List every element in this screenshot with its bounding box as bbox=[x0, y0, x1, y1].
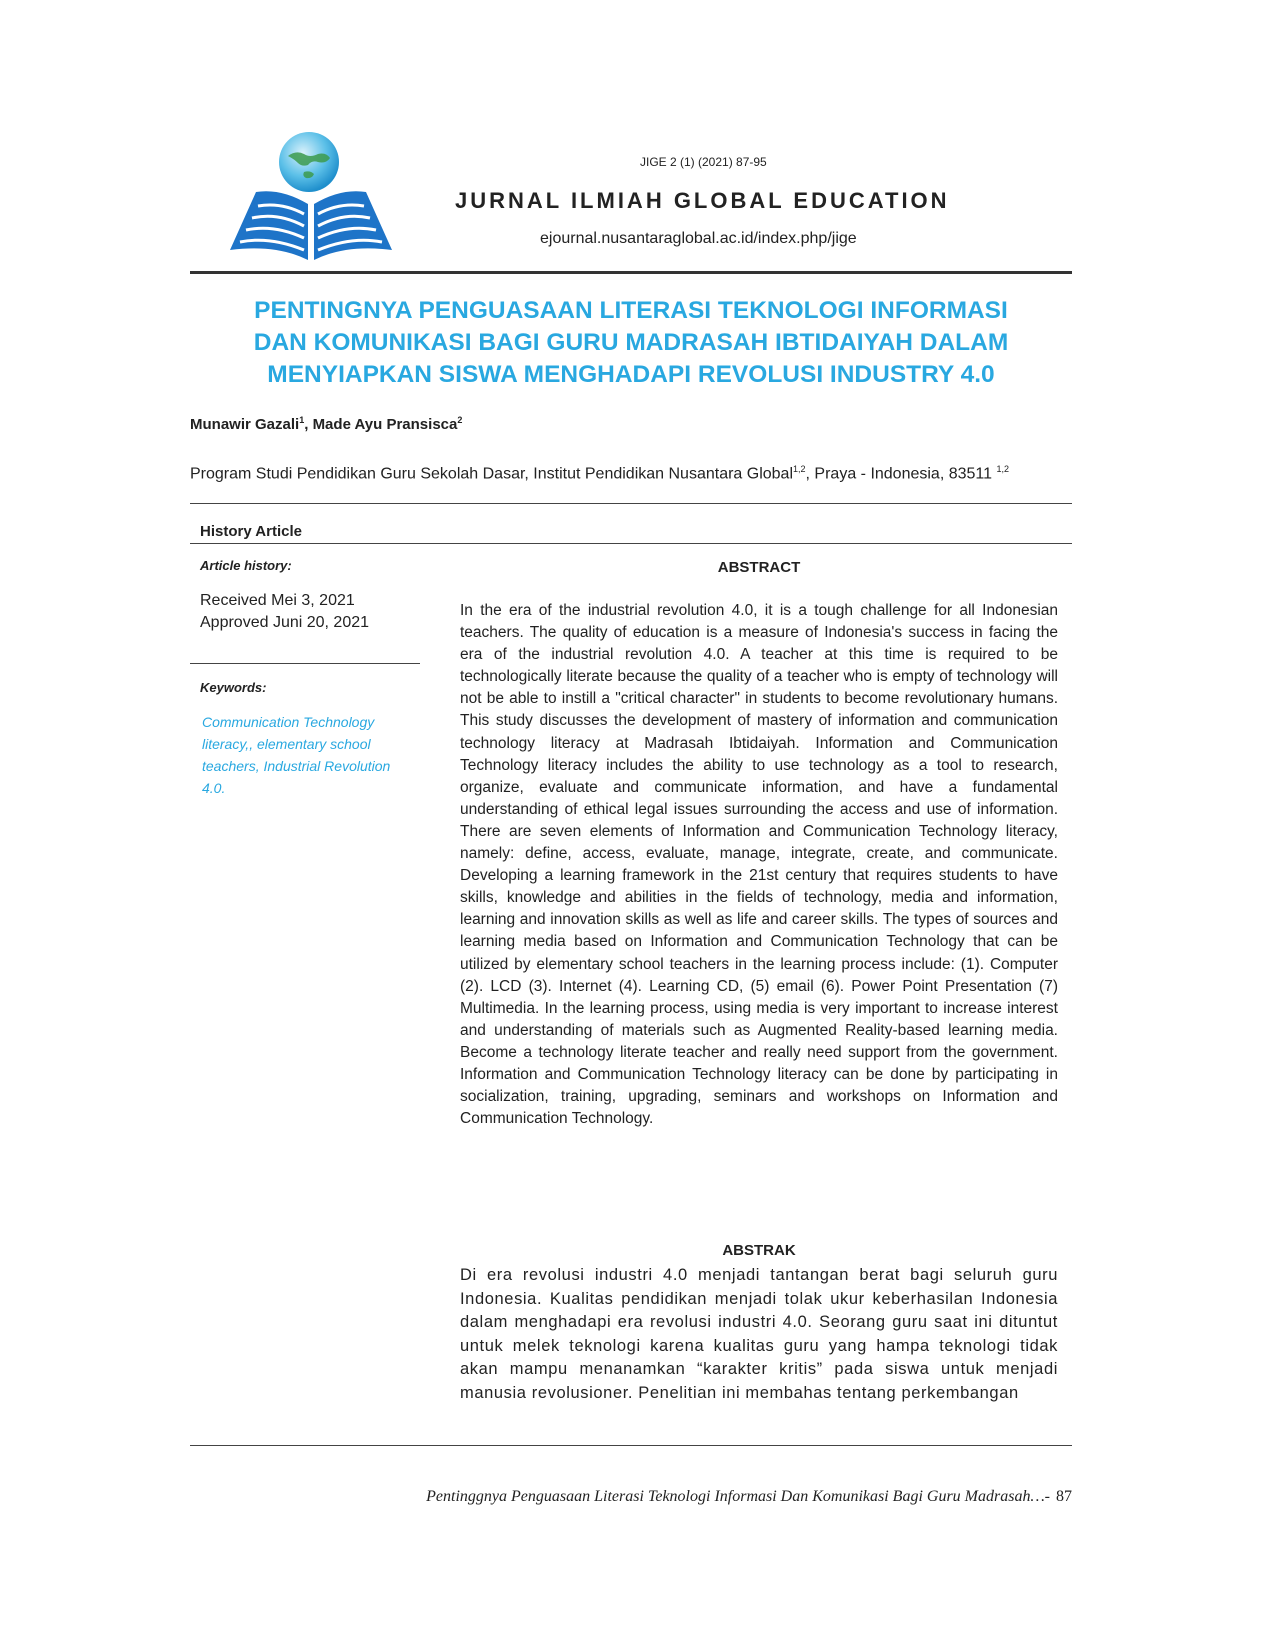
author-separator: , bbox=[304, 416, 313, 433]
running-title: Pentinggnya Penguasaan Literasi Teknologi Informasi Dan Komunikasi Bagi Guru Madrasah…- bbox=[426, 1488, 1050, 1505]
author-name: Munawir Gazali bbox=[190, 416, 300, 433]
paper-title bbox=[190, 295, 1072, 391]
affiliation-text: Program Studi Pendidikan Guru Sekolah Dasar, Institut Pendidikan Nusantara Global bbox=[190, 465, 794, 483]
author-affiliation-mark: 2 bbox=[457, 415, 463, 425]
history-article-heading: History Article bbox=[200, 523, 302, 540]
paper-title-line-3: MENYIAPKAN SISWA MENGHADAPI REVOLUSI INDUSTRY 4.0 bbox=[267, 361, 995, 388]
affiliation bbox=[190, 458, 1072, 485]
author-name: Made Ayu Pransisca bbox=[312, 416, 458, 433]
received-date: Received Mei 3, 2021 bbox=[200, 592, 355, 609]
page-number: 87 bbox=[1056, 1488, 1072, 1505]
article-history-label: Article history: bbox=[200, 558, 292, 573]
article-dates bbox=[200, 590, 369, 634]
abstrak-heading: ABSTRAK bbox=[722, 1242, 796, 1259]
abstrak-body: Di era revolusi industri 4.0 menjadi tantangan berat bagi seluruh guru Indonesia. Kualitas pendidikan menjadi tolak ukur keberhasilan Indonesia dalam menghadapi era revolusi industri 4.0. Seorang guru saat ini dituntut untuk melek teknologi karena kualitas guru yang hampa teknologi tidak akan mampu menanamkan “karakter kritis” pada siswa untuk menjadi manusia revolusioner. Penelitian ini membahas tentang perkembangan bbox=[460, 1266, 1058, 1402]
affiliation-mark: 1,2 bbox=[793, 464, 806, 474]
authors bbox=[190, 415, 462, 433]
abstract-heading: ABSTRACT bbox=[717, 559, 801, 576]
abstract-body: In the era of the industrial revolution 4.0, it is a tough challenge for all Indonesian teachers. The quality of education is a measure of Indonesia's success in facing the era of the industrial revolution 4.0. A teacher at this time is required to be technologically literate because the quality of a teacher who is empty of technology will not be able to instill a "critical character" in students to become revolutionary humans. This study discusses the development of mastery of information and communication technology literacy at Madrasah Ibtidaiyah. Information and Communication Technology literacy includes the ability to use technology as a tool to research, organize, evaluate and communicate information, and have a fundamental understanding of ethical legal issues surrounding the access and use of information. There are seven elements of Information and Communication Technology literacy, namely: define, access, evaluate, manage, integrate, create, and communicate. Developing a learning framework in the 21st century that requires students to have skills, knowledge and abilities in the fields of technology, media and information, learning and innovation skills as well as life and career skills. The types of sources and learning media based on Information and Communication Technology that can be utilized by elementary school teachers in the learning process include: (1). Computer (2). LCD (3). Internet (4). Learning CD, (5) email (6). Power Point Presentation (7) Multimedia. In the learning process, using media is very important to increase interest and understanding of materials such as Augmented Reality-based learning media. Become a technology literate teacher and really need support from the government. Information and Communication Technology literacy can be done by participating in socialization, training, upgrading, seminars and workshops on Information and Communication Technology. bbox=[460, 602, 1058, 1128]
affiliation-location: , Praya - Indonesia, 83511 bbox=[805, 465, 993, 483]
footer-divider bbox=[190, 1445, 1072, 1446]
keywords-list: Communication Technology literacy,, elementary school teachers, Industrial Revolution 4.0. bbox=[202, 714, 391, 796]
journal-reference: JIGE 2 (1) (2021) 87-95 bbox=[640, 155, 767, 169]
affiliation-divider bbox=[190, 503, 1072, 504]
approved-date: Approved Juni 20, 2021 bbox=[200, 614, 370, 631]
keywords-divider bbox=[190, 663, 420, 664]
header-divider bbox=[190, 271, 1072, 274]
paper-title-line-1: PENTINGNYA PENGUASAAN LITERASI TEKNOLOGI INFORMASI bbox=[254, 297, 1008, 324]
author-affiliation-mark: 1 bbox=[299, 415, 305, 425]
history-divider bbox=[190, 543, 1072, 544]
affiliation-mark: 1,2 bbox=[996, 464, 1009, 474]
journal-title: JURNAL ILMIAH GLOBAL EDUCATION bbox=[455, 188, 950, 213]
page-footer bbox=[200, 1488, 1072, 1506]
keywords-label: Keywords: bbox=[200, 680, 267, 695]
globe-open-book-logo bbox=[226, 132, 396, 262]
paper-title-line-2: DAN KOMUNIKASI BAGI GURU MADRASAH IBTIDAIYAH DALAM bbox=[253, 329, 1009, 356]
journal-url[interactable]: ejournal.nusantaraglobal.ac.id/index.php/jige bbox=[540, 230, 857, 247]
